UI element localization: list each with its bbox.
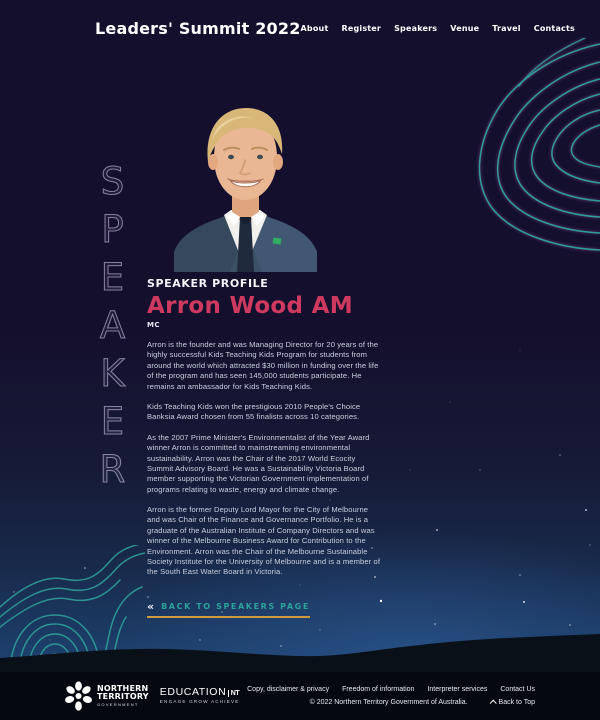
nav-item-travel[interactable]: Travel bbox=[492, 23, 521, 33]
footer-logos bbox=[65, 681, 240, 711]
speaker-profile bbox=[147, 277, 381, 618]
footer-right bbox=[247, 686, 535, 706]
bio-paragraph: Kids Teaching Kids won the prestigious 2010 People's Choice Banksia Award chosen from 55 finalists across 10 categories. bbox=[147, 401, 361, 422]
footer-link-foi[interactable]: Freedom of information bbox=[342, 686, 415, 693]
nt-government-wordmark: NORTHERN TERRITORY GOVERNMENT bbox=[97, 684, 149, 707]
back-to-top-label: Back to Top bbox=[498, 699, 535, 706]
nav-item-venue[interactable]: Venue bbox=[450, 23, 480, 33]
bio-paragraph: Arron is the founder and was Managing Director for 20 years of the highly successful Kids Teaching Kids Program for students from around the world which attracted $30 million in funding over the life of the program and has seen 145,000 students participate. He remains an ambassador for Kids Teaching Kids. bbox=[147, 340, 379, 391]
nav-item-about[interactable]: About bbox=[300, 23, 329, 33]
education-wordmark: EDUCATION bbox=[159, 685, 227, 698]
footer-link-interpreter[interactable]: Interpreter services bbox=[427, 686, 488, 693]
chevron-up-icon bbox=[489, 700, 496, 707]
nav-item-speakers[interactable]: Speakers bbox=[394, 23, 438, 33]
speaker-role: MC bbox=[147, 321, 160, 329]
nt-government-logo[interactable] bbox=[65, 681, 149, 711]
header bbox=[0, 0, 600, 56]
nav-item-register[interactable]: Register bbox=[341, 23, 382, 33]
double-chevron-left-icon: « bbox=[147, 599, 155, 613]
site-title: Leaders' Summit 2022 bbox=[95, 18, 301, 38]
vertical-speaker-label: SPEAKER bbox=[91, 160, 134, 496]
bio-paragraph: As the 2007 Prime Minister's Environmentalist of the Year Award winner Arron is committed to mainstreaming environmental sustainability. Arron was the Chair of the 2017 World Ecocity Summit Advisory Board. He was a Sustainability Victoria Board member supporting the Victorian Government implementation of programs relating to waste, energy and climate change. bbox=[147, 432, 370, 494]
footer-links bbox=[247, 686, 535, 693]
nt-flower-icon bbox=[65, 681, 92, 711]
back-to-top-button[interactable] bbox=[490, 699, 535, 706]
bio-paragraph: Arron is the former Deputy Lord Mayor for the City of Melbourne and was Chair of the Finance and Governance Portfolio. He is a graduate of the Australian Institute of Company Directors and was winner of the Melbourne Business Award for Contribution to the Environment. Arron was the Chair of the Melbourne Sustainable Society Institute for the University of Melbourne and is a member of the South East Water Board in Victoria. bbox=[147, 505, 381, 577]
footer-link-contact[interactable]: Contact Us bbox=[500, 686, 535, 693]
copyright-text: © 2022 Northern Territory Government of Australia. bbox=[309, 699, 468, 706]
speaker-name: Arron Wood AM bbox=[147, 293, 353, 319]
nt-mark-icon: NT bbox=[228, 690, 239, 697]
contour-art-top-right bbox=[435, 38, 600, 313]
footer-link-privacy[interactable]: Copy, disclaimer & privacy bbox=[247, 686, 330, 693]
nav-item-contacts[interactable]: Contacts bbox=[533, 23, 575, 33]
education-nt-logo[interactable] bbox=[160, 687, 240, 705]
back-link-label: BACK TO SPEAKERS PAGE bbox=[161, 601, 310, 611]
main-nav bbox=[301, 24, 575, 33]
footer bbox=[0, 672, 600, 720]
profile-eyebrow: SPEAKER PROFILE bbox=[147, 277, 269, 290]
back-to-speakers-link[interactable] bbox=[147, 601, 310, 618]
speaker-bio bbox=[147, 340, 381, 578]
speaker-photo bbox=[172, 100, 319, 272]
education-tagline: ENGAGE GROW ACHIEVE bbox=[159, 699, 240, 705]
